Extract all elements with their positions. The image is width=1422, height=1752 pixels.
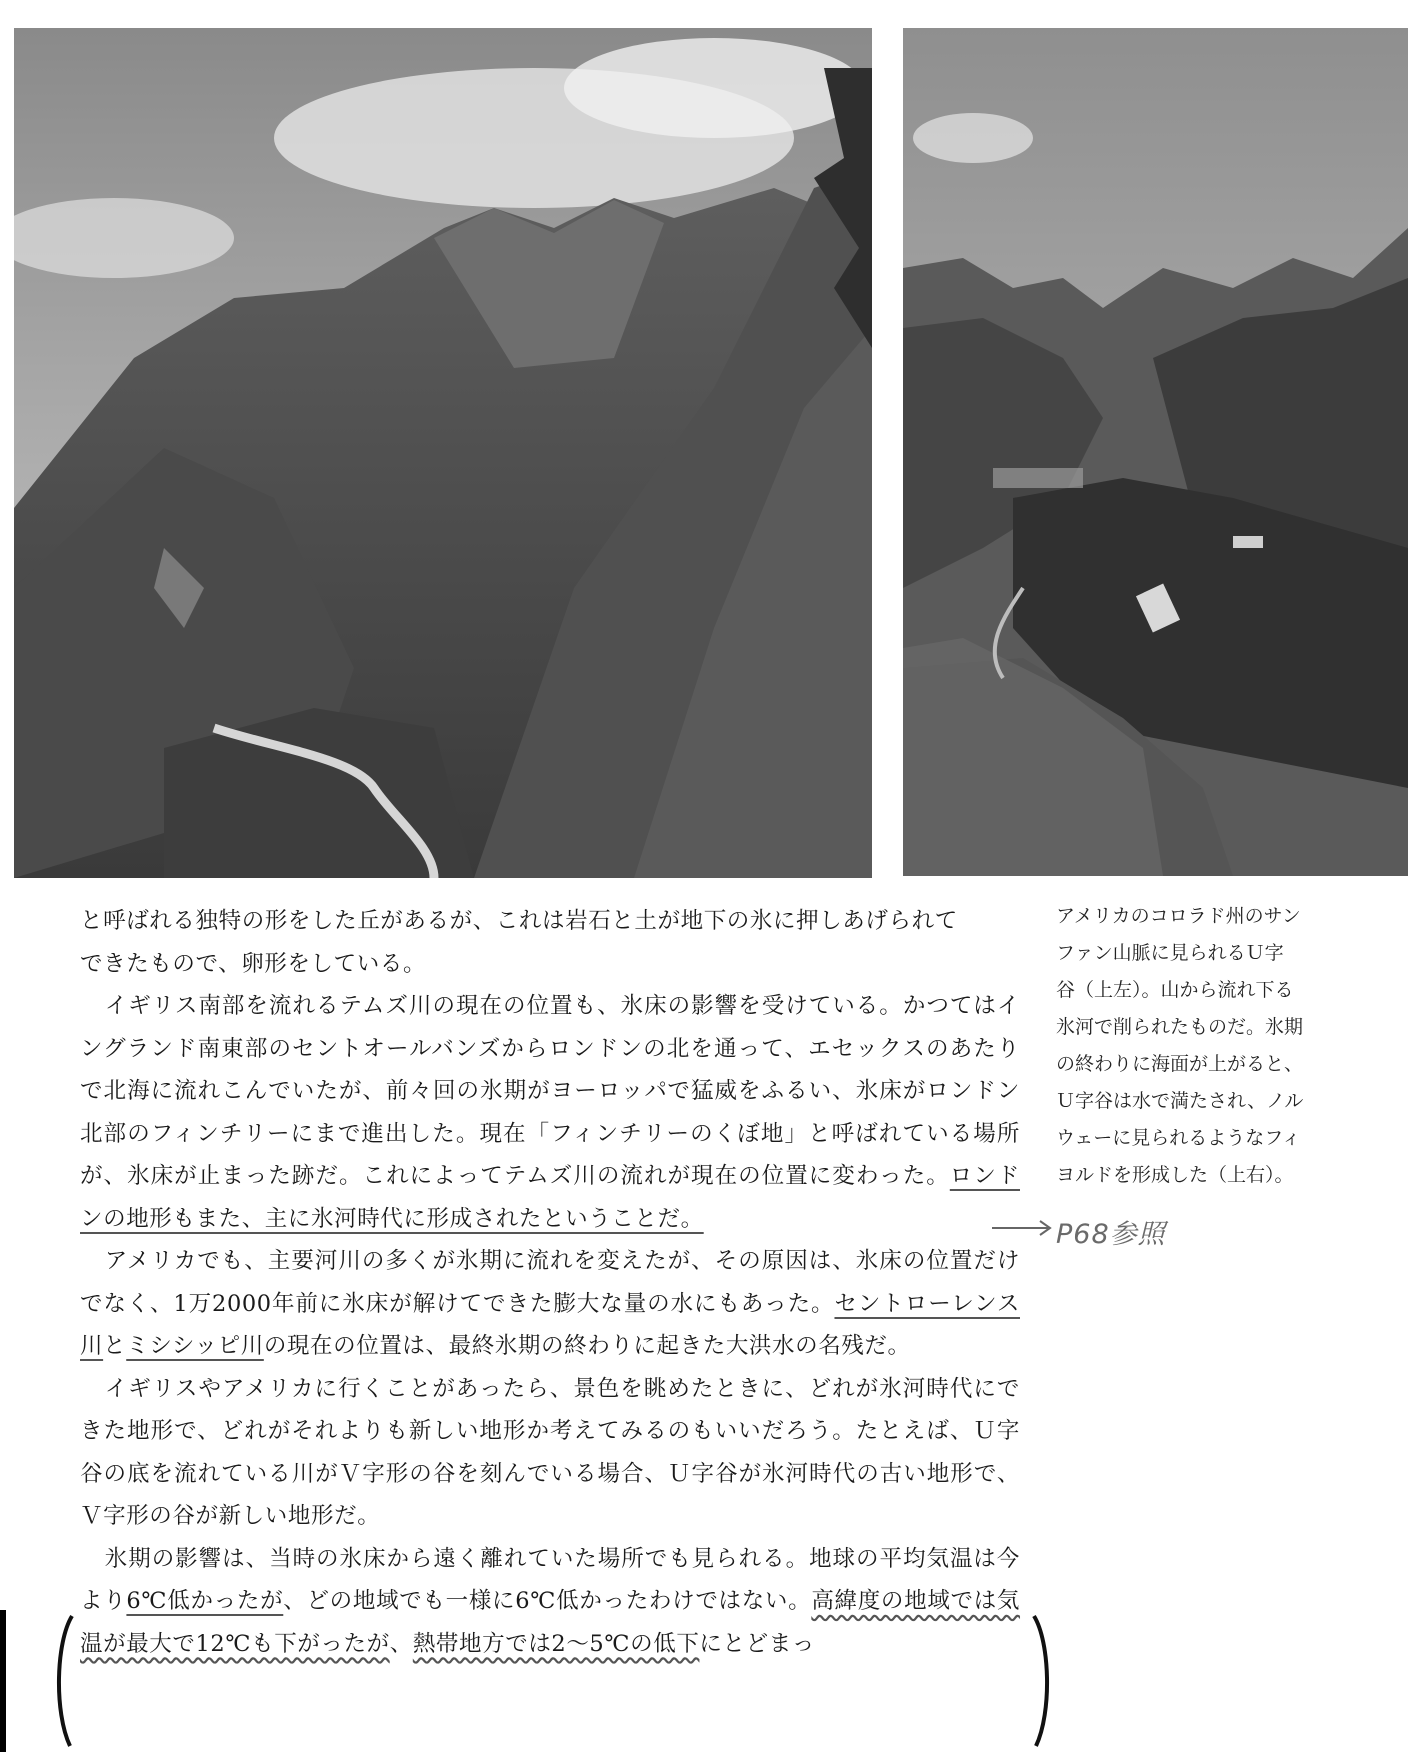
caption-line: アメリカのコロラド州のサン <box>1056 905 1301 927</box>
left-bracket-mark <box>52 1612 76 1750</box>
paragraph-5-text-a: 氷期の影響は、当時の氷床から遠く離れていた場所でも見られる。地球の平均気温は今より <box>80 1545 1020 1614</box>
wavy-underlined-tropics: 熱帯地方では2～5℃の低下 <box>412 1630 700 1657</box>
caption-line: ウェーに見られるようなフィ <box>1056 1127 1301 1149</box>
paragraph-4-text: イギリスやアメリカに行くことがあったら、景色を眺めたときに、どれが氷河時代にできた地形で、どれがそれよりも新しい地形か考えてみるのもいいだろう。たとえば、Ｕ字谷の底を流れている川がＶ字形の谷を刻んでいる場合、Ｕ字谷が氷河時代の古い地形で、Ｖ字形の谷が新しい地形だ。 <box>80 1375 1020 1529</box>
paragraph-1-line-1: と呼ばれる独特の形をした丘があるが、これは岩石と土が地下の氷に押しあげられて <box>80 908 958 934</box>
paragraph-3-text-b: と <box>103 1333 127 1359</box>
paragraph-5-text-c: 、 <box>389 1630 413 1657</box>
caption-line: 谷（上左）。山から流れ下る <box>1056 979 1294 1001</box>
underlined-6c-lower: 6℃低かったが <box>126 1588 284 1614</box>
paragraph-5-text-d: にとどまっ <box>699 1630 815 1657</box>
paragraph-5 <box>80 1538 1020 1666</box>
paragraph-2 <box>80 985 1020 1240</box>
wavy-underlined-high-latitude: 高緯度の地域では気温が最大で12℃も下がったが <box>80 1588 1021 1657</box>
paragraph-3 <box>80 1240 1020 1368</box>
paragraph-1-line-2: できたもので、卵形をしている。 <box>80 950 427 977</box>
underlined-mississippi: ミシシッピ川 <box>126 1333 264 1359</box>
underlined-phrase-london: ロンドンの地形もまた、主に氷河時代に形成されたということだ。 <box>80 1163 1020 1232</box>
paragraph-4 <box>80 1368 1020 1538</box>
paragraph-2-text: イギリス南部を流れるテムズ川の現在の位置も、氷床の影響を受けている。かつてはイングランド南東部のセントオールバンズからロンドンの北を通って、エセックスのあたりで北海に流れこんでいたが、前々回の氷期がヨーロッパで猛威をふるい、氷床がロンドン北部のフィンチリーにまで進出した。現在「フィンチリーのくぼ地」と呼ばれている場所が、氷床が止まった跡だ。これによってテムズ川の流れが現在の位置に変わった。 <box>80 993 1020 1189</box>
handwritten-page-reference: P68参照 <box>1056 1219 1166 1250</box>
paragraph-5-text-b: 、どの地域でも一様に6℃低かったわけではない。 <box>283 1588 812 1614</box>
fjord-photo <box>903 28 1408 876</box>
photo-caption <box>1056 898 1356 1194</box>
scan-edge-mark <box>0 1610 6 1752</box>
paragraph-3-text-c: の現在の位置は、最終氷期の終わりに起きた大洪水の名残だ。 <box>263 1333 911 1359</box>
right-bracket-mark <box>1030 1612 1054 1750</box>
paragraph-3-text-a: アメリカでも、主要河川の多くが氷期に流れを変えたが、その原因は、氷床の位置だけでなく、1万2000年前に氷床が解けてできた膨大な量の水にもあった。 <box>80 1248 1020 1317</box>
u-shaped-valley-photo <box>14 28 872 878</box>
caption-line: の終わりに海面が上がると、 <box>1056 1053 1304 1075</box>
caption-line: ヨルドを形成した（上右）。 <box>1056 1164 1294 1186</box>
caption-line: Ｕ字谷は水で満たされ、ノル <box>1056 1090 1304 1112</box>
caption-line: 氷河で削られたものだ。氷期 <box>1056 1016 1304 1038</box>
arrow-right-icon <box>990 1218 1054 1238</box>
body-text <box>80 900 1020 1665</box>
caption-line: ファン山脈に見られるＵ字 <box>1056 942 1284 964</box>
underlined-st-lawrence: セントローレンス川 <box>80 1290 1020 1359</box>
paragraph-1 <box>80 900 1020 985</box>
